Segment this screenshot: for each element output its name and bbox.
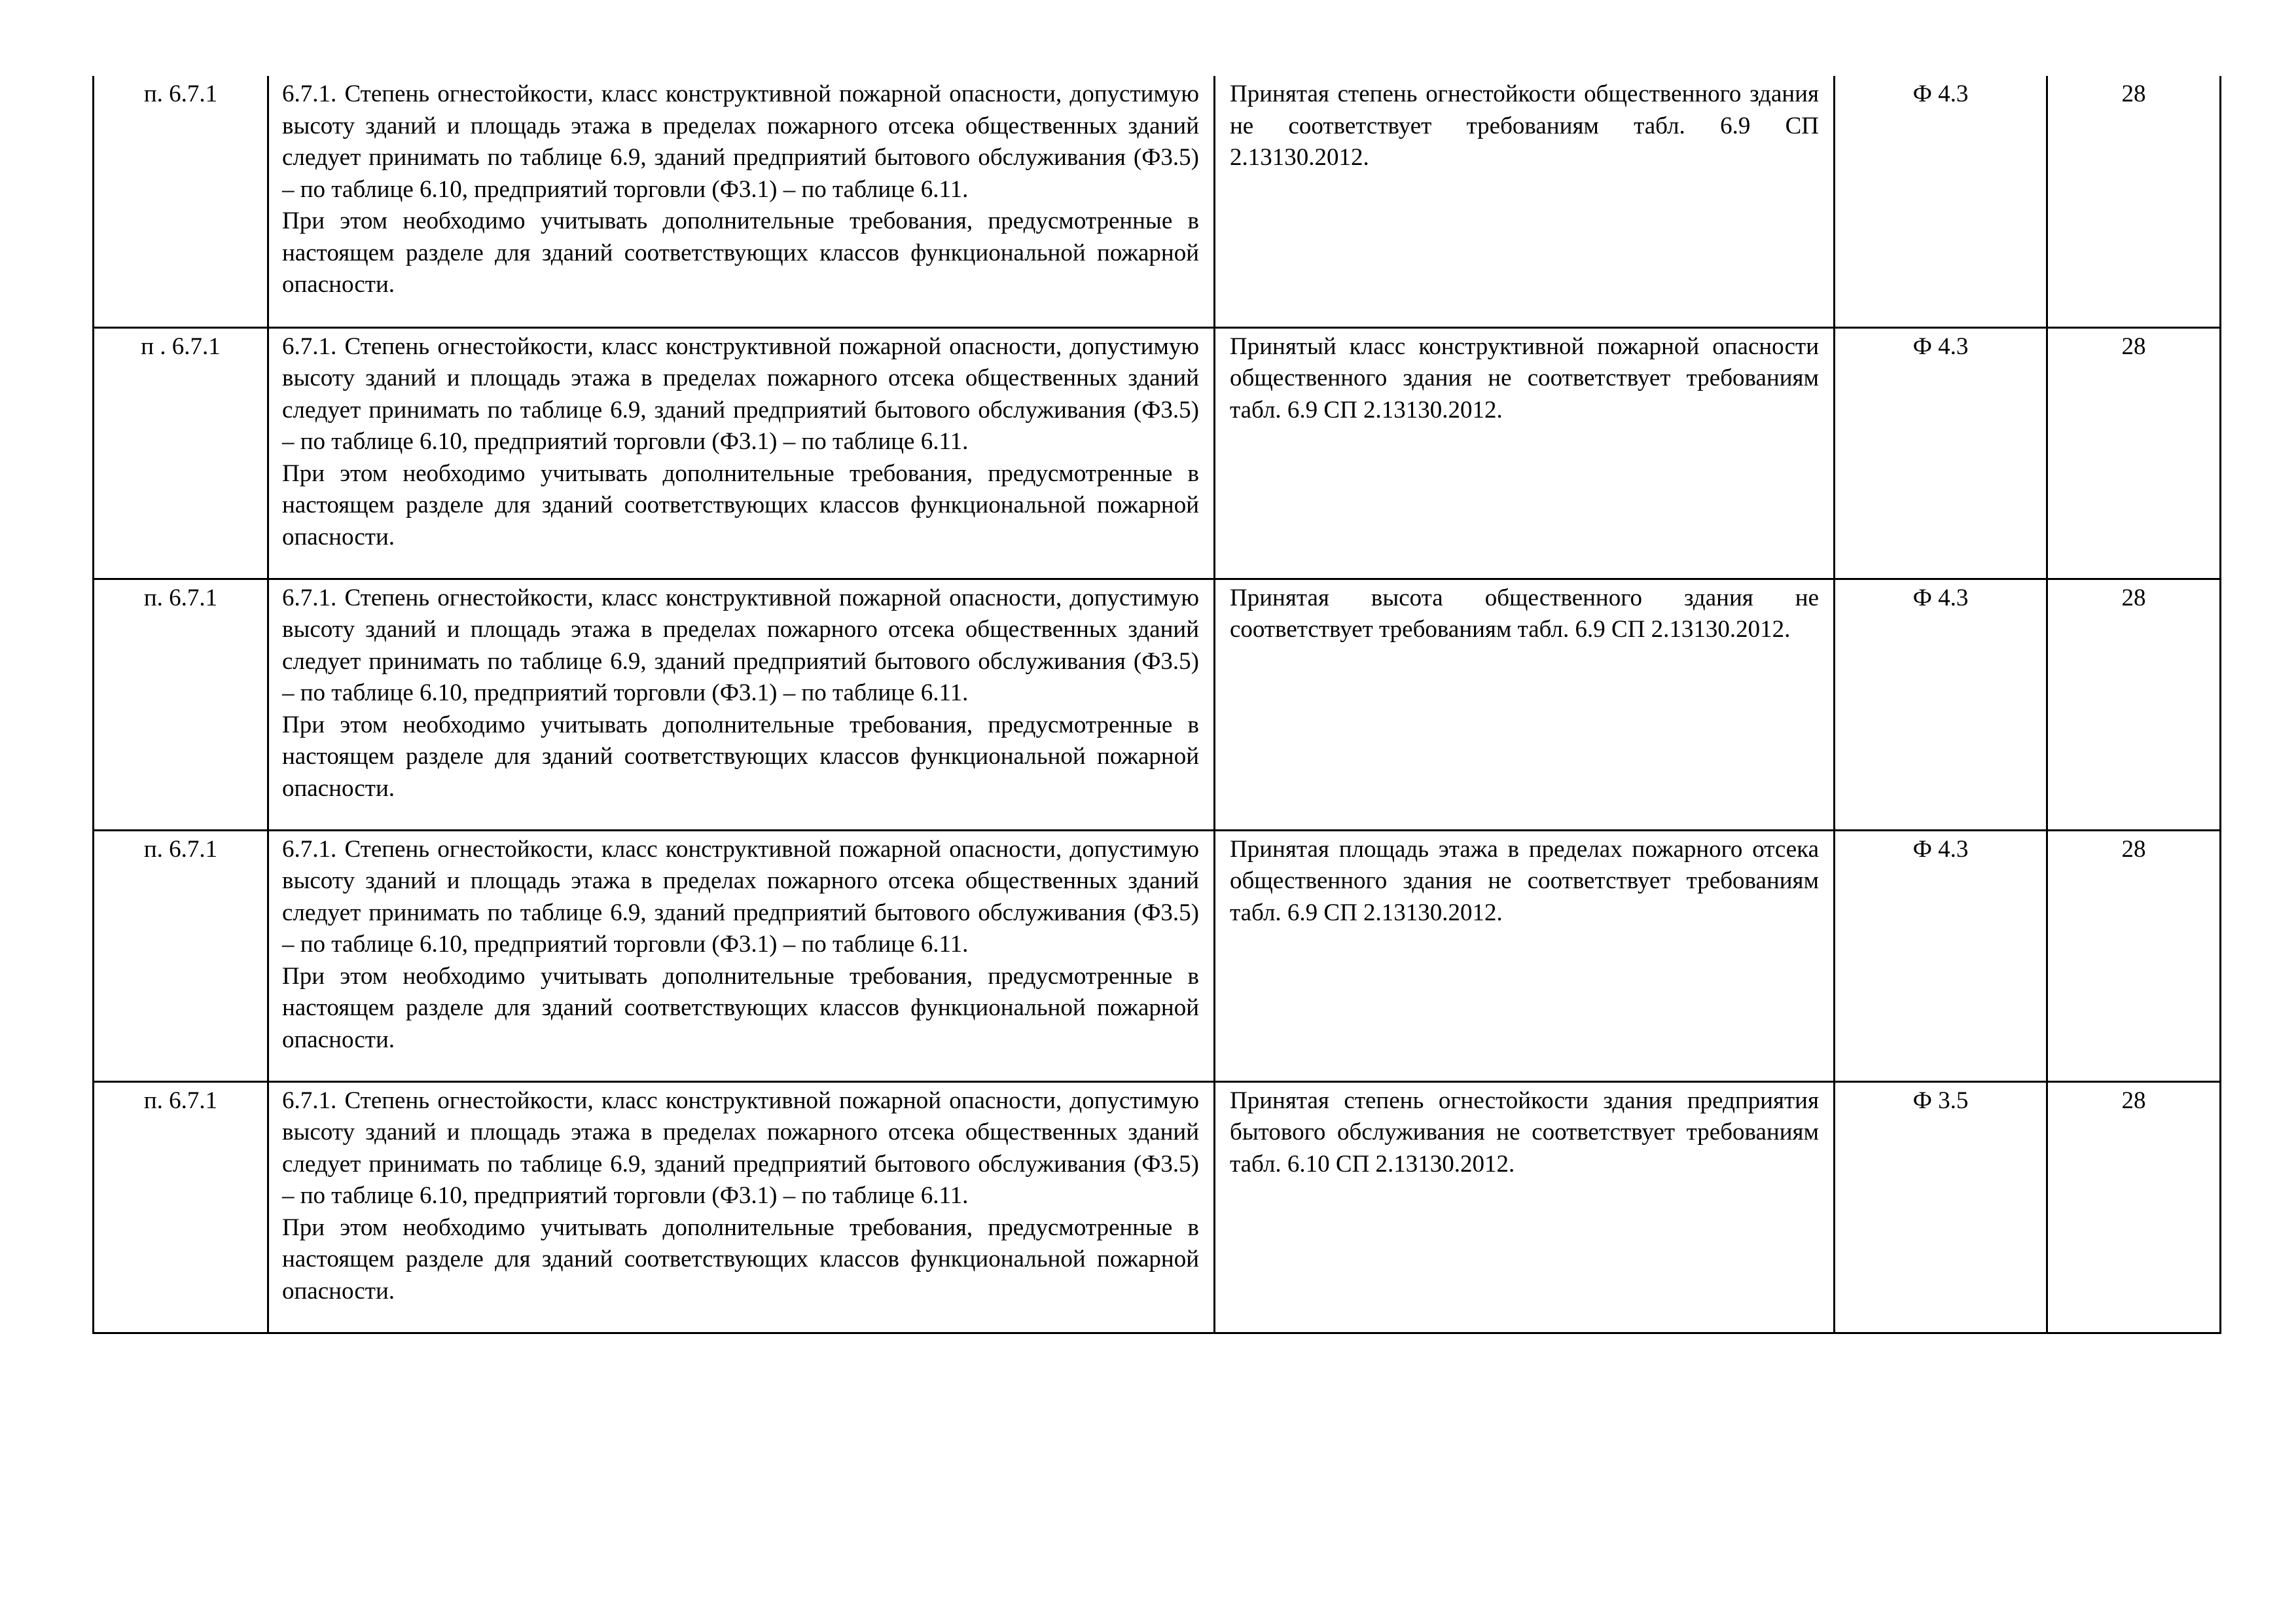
violation-cell: Принятая высота общественного здания не соответствует требованиям табл. 6.9 СП 2.13130.2012. (1215, 579, 1835, 830)
requirement-paragraph: 6.7.1. Степень огнестойкости, класс конструктивной пожарной опасности, допустимую высоту зданий и площадь этажа в пределах пожарного отсека общественных зданий следует принимать по таблице 6.9, зданий предприятий бытового обслуживания (Ф3.5) – по таблице 6.10, предприятий торговли (Ф3.1) – по таблице 6.11. (282, 333, 1199, 455)
clause-ref-cell: п. 6.7.1 (94, 76, 268, 327)
clause-ref-cell: п. 6.7.1 (94, 1081, 268, 1333)
table-row (94, 830, 2221, 1081)
page-number-cell: 28 (2047, 1081, 2221, 1333)
table-row (94, 579, 2221, 830)
violation-cell: Принятая площадь этажа в пределах пожарного отсека общественного здания не соответствует требованиям табл. 6.9 СП 2.13130.2012. (1215, 830, 1835, 1081)
requirement-paragraph: 6.7.1. Степень огнестойкости, класс конструктивной пожарной опасности, допустимую высоту зданий и площадь этажа в пределах пожарного отсека общественных зданий следует принимать по таблице 6.9, зданий предприятий бытового обслуживания (Ф3.5) – по таблице 6.10, предприятий торговли (Ф3.1) – по таблице 6.11. (282, 1087, 1199, 1209)
requirement-text-cell (268, 76, 1215, 327)
table-row (94, 1081, 2221, 1333)
requirement-paragraph: 6.7.1. Степень огнестойкости, класс конструктивной пожарной опасности, допустимую высоту зданий и площадь этажа в пределах пожарного отсека общественных зданий следует принимать по таблице 6.9, зданий предприятий бытового обслуживания (Ф3.5) – по таблице 6.10, предприятий торговли (Ф3.1) – по таблице 6.11. (282, 835, 1199, 958)
class-code-cell: Ф 4.3 (1835, 830, 2047, 1081)
clause-ref-cell: п. 6.7.1 (94, 830, 268, 1081)
requirement-paragraph: При этом необходимо учитывать дополнительные требования, предусмотренные в настоящем разделе для зданий соответствующих классов функциональной пожарной опасности. (282, 711, 1199, 802)
requirement-paragraph: При этом необходимо учитывать дополнительные требования, предусмотренные в настоящем разделе для зданий соответствующих классов функциональной пожарной опасности. (282, 1214, 1199, 1305)
requirement-text-cell (268, 327, 1215, 579)
requirement-text-cell (268, 1081, 1215, 1333)
clause-ref-cell: п . 6.7.1 (94, 327, 268, 579)
table-row (94, 327, 2221, 579)
requirement-text-cell (268, 579, 1215, 830)
class-code-cell: Ф 3.5 (1835, 1081, 2047, 1333)
clause-ref-cell: п. 6.7.1 (94, 579, 268, 830)
class-code-cell: Ф 4.3 (1835, 327, 2047, 579)
requirement-paragraph: При этом необходимо учитывать дополнительные требования, предусмотренные в настоящем разделе для зданий соответствующих классов функциональной пожарной опасности. (282, 962, 1199, 1053)
requirement-paragraph: 6.7.1. Степень огнестойкости, класс конструктивной пожарной опасности, допустимую высоту зданий и площадь этажа в пределах пожарного отсека общественных зданий следует принимать по таблице 6.9, зданий предприятий бытового обслуживания (Ф3.5) – по таблице 6.10, предприятий торговли (Ф3.1) – по таблице 6.11. (282, 81, 1199, 203)
class-code-cell: Ф 4.3 (1835, 579, 2047, 830)
page-number-cell: 28 (2047, 327, 2221, 579)
requirement-paragraph: При этом необходимо учитывать дополнительные требования, предусмотренные в настоящем разделе для зданий соответствующих классов функциональной пожарной опасности. (282, 460, 1199, 550)
requirements-table (92, 76, 2221, 1334)
requirement-paragraph: При этом необходимо учитывать дополнительные требования, предусмотренные в настоящем разделе для зданий соответствующих классов функциональной пожарной опасности. (282, 208, 1199, 298)
class-code-cell: Ф 4.3 (1835, 76, 2047, 327)
page-number-cell: 28 (2047, 579, 2221, 830)
table-row (94, 76, 2221, 327)
page-number-cell: 28 (2047, 76, 2221, 327)
page-number-cell: 28 (2047, 830, 2221, 1081)
violation-cell: Принятый класс конструктивной пожарной опасности общественного здания не соответствует требованиям табл. 6.9 СП 2.13130.2012. (1215, 327, 1835, 579)
violation-cell: Принятая степень огнестойкости общественного здания не соответствует требованиям табл. 6.9 СП 2.13130.2012. (1215, 76, 1835, 327)
requirement-paragraph: 6.7.1. Степень огнестойкости, класс конструктивной пожарной опасности, допустимую высоту зданий и площадь этажа в пределах пожарного отсека общественных зданий следует принимать по таблице 6.9, зданий предприятий бытового обслуживания (Ф3.5) – по таблице 6.10, предприятий торговли (Ф3.1) – по таблице 6.11. (282, 584, 1199, 706)
violation-cell: Принятая степень огнестойкости здания предприятия бытового обслуживания не соответствует требованиям табл. 6.10 СП 2.13130.2012. (1215, 1081, 1835, 1333)
requirement-text-cell (268, 830, 1215, 1081)
